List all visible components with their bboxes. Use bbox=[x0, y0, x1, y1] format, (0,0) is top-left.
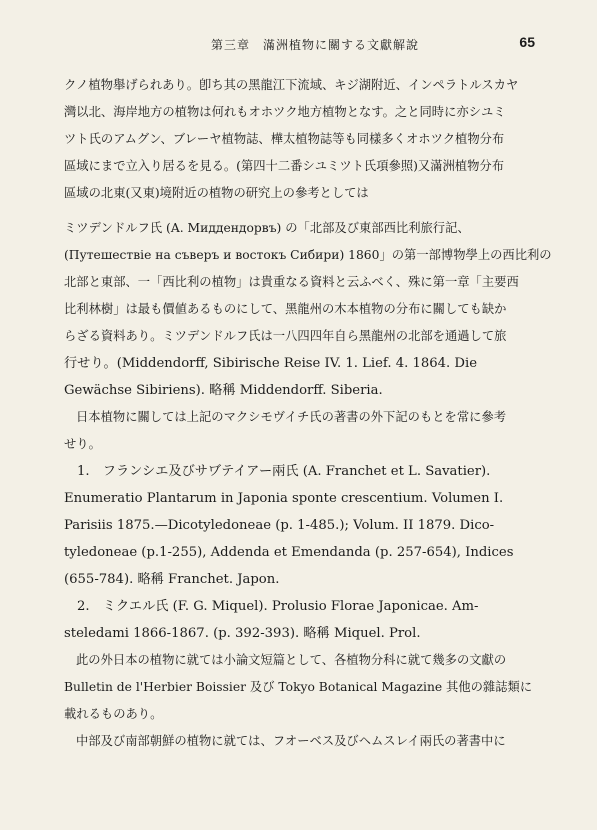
running-header bbox=[0, 30, 597, 56]
text-line: Bulletin de l'Herbier Boissier 及び Tokyo Botanical Magazine 其他の雜誌類に bbox=[64, 680, 533, 694]
text-line: せり。 bbox=[64, 437, 101, 451]
text-line: ミツデンドルフ氏 (A. Миддендорвъ) の「北部及び東部西比利旅行記、 bbox=[64, 221, 470, 235]
text-line: steledami 1866-1867. (p. 392-393). 略稱 Miquel. Prol. bbox=[64, 626, 421, 641]
text-line: 中部及び南部朝鮮の植物に就ては、フオーベス及びヘムスレイ兩氏の著書中に bbox=[76, 734, 506, 748]
text-line: クノ植物舉げられあり。卽ち其の黑龍江下流域、キジ湖附近、インペラトルスカヤ bbox=[64, 78, 519, 92]
text-line: 行せり。(Middendorff, Sibirische Reise IV. 1. Lief. 4. 1864. Die bbox=[64, 356, 478, 371]
reference-entry-1: 1. フランシエ及びサヷテイアー兩氏 (A. Franchet et L. Savatier). bbox=[77, 464, 491, 479]
chapter-title: 第三章 滿洲植物に關する文獻解說 bbox=[210, 38, 419, 52]
text-line: 區域にまで立入り居るを見る。(第四十二番シユミツト氏項參照)又滿洲植物分布 bbox=[64, 159, 504, 173]
text-line: らざる資料あり。ミツデンドルフ氏は一八四四年自ら黑龍州の北部を通過して旅 bbox=[64, 329, 507, 343]
text-line: Parisiis 1875.—Dicotyledoneae (p. 1-485.); Volum. II 1879. Dico- bbox=[64, 518, 495, 533]
text-line: 比利林樹」は最も價値あるものにして、黑龍州の木本植物の分布に關しても缺か bbox=[64, 302, 507, 316]
reference-entry-2: 2. ミクエル氏 (F. G. Miquel). Prolusio Florae Japonicae. Am- bbox=[77, 599, 479, 614]
text-line: 北部と東部、一「西比利の植物」は貴重なる資料と云ふべく、殊に第一章「主要西 bbox=[64, 275, 519, 289]
text-line: 載れるものあり。 bbox=[64, 707, 163, 721]
text-line: 區域の北東(又東)境附近の植物の研究上の參考としては bbox=[64, 186, 369, 200]
text-line: (655-784). 略稱 Franchet. Japon. bbox=[64, 572, 280, 587]
page-number: 65 bbox=[519, 34, 535, 50]
text-line: (Путешествіе на съверъ и востокъ Сибири) 1860」の第一部博物學上の西比利の bbox=[64, 248, 552, 262]
page-body bbox=[64, 72, 552, 755]
text-line: ツト氏のアムグン、ブレーヤ植物誌、樺太植物誌等も同樣多くオホツク植物分布 bbox=[64, 132, 505, 146]
text-line: Enumeratio Plantarum in Japonia sponte crescentium. Volumen I. bbox=[64, 491, 504, 506]
text-line: 此の外日本の植物に就ては小論文短篇として、各植物分科に就て幾多の文獻の bbox=[76, 653, 507, 667]
text-line: 日本植物に關しては上記のマクシモヴイチ氏の著書の外下記のもとを常に參考 bbox=[76, 410, 507, 424]
text-line: 灣以北、海岸地方の植物は何れもオホツク地方植物となす。之と同時に亦シユミ bbox=[64, 105, 506, 119]
text-line: Gewächse Sibiriens). 略稱 Middendorff. Siberia. bbox=[64, 383, 383, 398]
text-line: tyledoneae (p.1-255), Addenda et Emendanda (p. 257-654), Indices bbox=[64, 545, 514, 560]
